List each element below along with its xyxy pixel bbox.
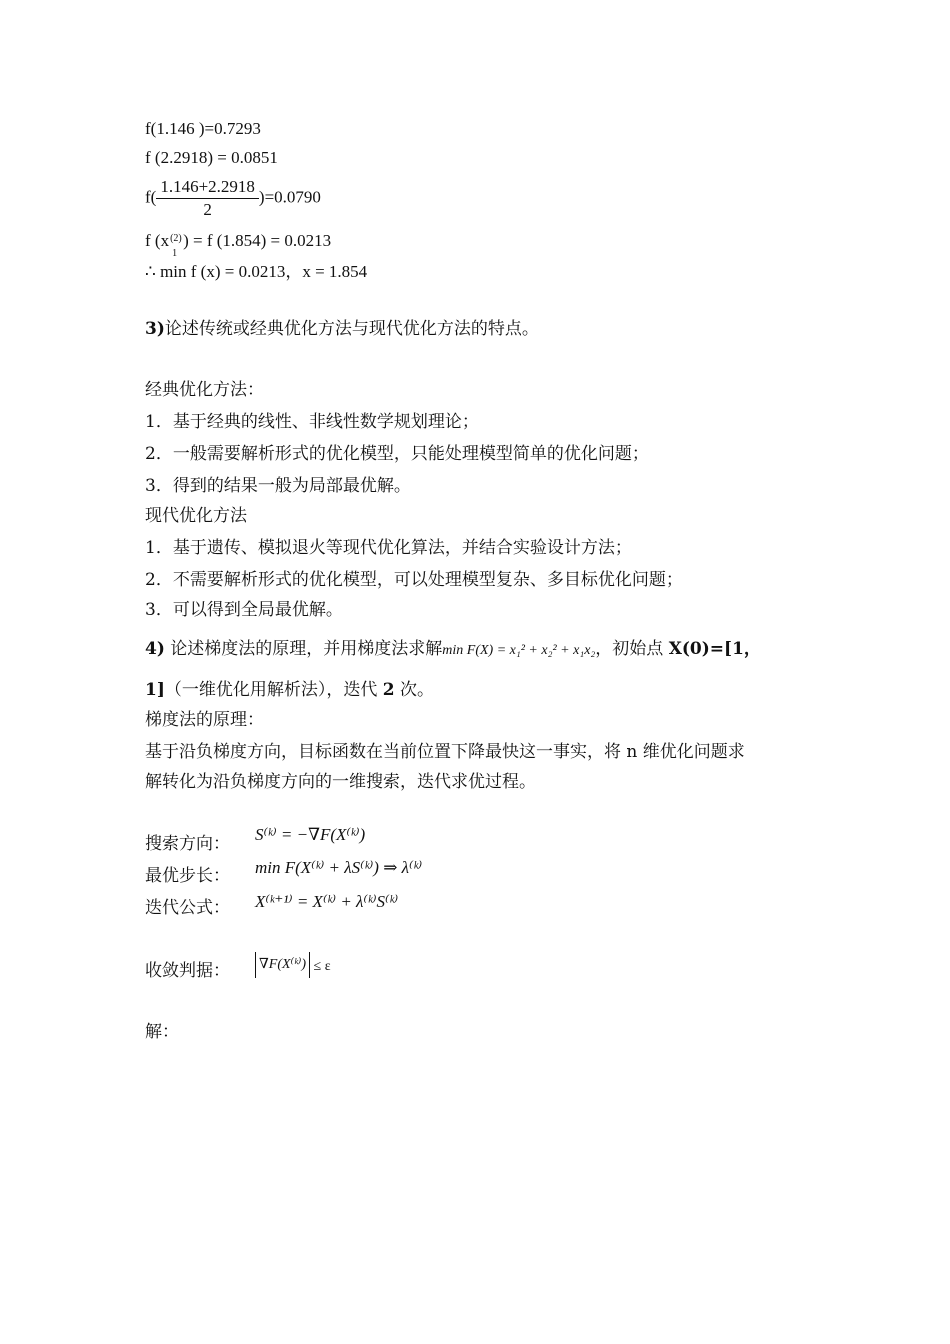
- gradient-norm: ∇F(X⁽ᵏ⁾): [255, 952, 310, 978]
- principle-paragraph-line-2: 解转化为沿负梯度方向的一维搜索，迭代求优过程。: [145, 772, 536, 792]
- search-direction-row: [145, 825, 366, 855]
- principle-paragraph-line-1: 基于沿负梯度方向，目标函数在当前位置下降最快这一事实，将 n 维优化问题求: [145, 742, 745, 762]
- question-4-line-2-text: （一维优化用解析法），迭代: [164, 680, 383, 700]
- iteration-suffix: 次。: [394, 680, 435, 700]
- classic-item-2: 2．一般需要解析形式的优化模型，只能处理模型简单的优化问题；: [145, 444, 649, 464]
- question-4-text-b: ，初始点: [595, 639, 669, 659]
- objective-formula: min F(X) = x₁² + x₂² + x₁x₂: [442, 643, 596, 658]
- modern-item-3: 3．可以得到全局最优解。: [145, 600, 343, 620]
- calc-line-1: f(1.146 )=0.7293: [145, 119, 261, 138]
- x-index: (2) 1: [170, 233, 182, 259]
- solution-label: 解：: [145, 1022, 179, 1042]
- search-direction-label: 搜索方向：: [145, 834, 230, 854]
- optimal-step-label: 最优步长：: [145, 866, 230, 886]
- question-4-number: 4): [145, 639, 165, 659]
- calc-line-4-b: ) = f (1.854) = 0.0213: [183, 231, 332, 250]
- modern-item-2: 2．不需要解析形式的优化模型，可以处理模型复杂、多目标优化问题；: [145, 570, 683, 590]
- calc-line-3-prefix: f(: [145, 187, 157, 207]
- initial-point-end: 1]: [145, 680, 165, 700]
- calc-line-4: [145, 230, 332, 259]
- principle-heading: 梯度法的原理：: [145, 710, 264, 730]
- fraction-denominator: 2: [203, 200, 212, 219]
- calc-line-5: ∴ min f (x) = 0.0213，x = 1.854: [145, 262, 368, 281]
- classic-item-1: 1．基于经典的线性、非线性数学规划理论；: [145, 412, 479, 432]
- modern-item-1: 1．基于遗传、模拟退火等现代优化算法，并结合实验设计方法；: [145, 538, 632, 558]
- question-3: [145, 318, 539, 340]
- calc-line-3: [145, 176, 321, 221]
- question-3-number: 3): [145, 319, 165, 339]
- convergence-formula: [255, 955, 331, 975]
- question-4-line-1: [145, 638, 761, 662]
- convergence-label: 收敛判据：: [145, 960, 230, 981]
- modern-heading: 现代优化方法: [145, 506, 247, 526]
- question-4-text-a: 论述梯度法的原理，并用梯度法求解: [164, 639, 443, 659]
- convergence-row: [145, 958, 331, 984]
- optimal-step-formula: min F(X⁽ᵏ⁾ + λS⁽ᵏ⁾) ⇒ λ⁽ᵏ⁾: [255, 858, 423, 877]
- optimal-step-row: [145, 858, 423, 887]
- question-4-line-2: [145, 679, 434, 701]
- calc-line-3-suffix: )=0.0790: [258, 187, 321, 207]
- iteration-formula: X⁽ᵏ⁺¹⁾ = X⁽ᵏ⁾ + λ⁽ᵏ⁾S⁽ᵏ⁾: [255, 892, 399, 911]
- question-3-text: 论述传统或经典优化方法与现代优化方法的特点。: [164, 319, 539, 339]
- epsilon-bound: ≤ ε: [310, 958, 331, 974]
- iteration-formula-label: 迭代公式：: [145, 898, 230, 918]
- classic-item-3: 3．得到的结果一般为局部最优解。: [145, 476, 411, 496]
- search-direction-formula: S⁽ᵏ⁾ = −∇F(X⁽ᵏ⁾): [255, 825, 366, 844]
- iteration-formula-row: [145, 892, 399, 919]
- classic-heading: 经典优化方法：: [145, 380, 264, 400]
- fraction: [156, 176, 259, 221]
- iteration-count: 2: [382, 680, 395, 700]
- calc-line-4-a: f (x: [145, 231, 170, 250]
- fraction-numerator: 1.146+2.2918: [156, 176, 259, 199]
- calc-line-2: f (2.2918) = 0.0851: [145, 148, 278, 167]
- initial-point: X(0)=[1，: [668, 639, 761, 659]
